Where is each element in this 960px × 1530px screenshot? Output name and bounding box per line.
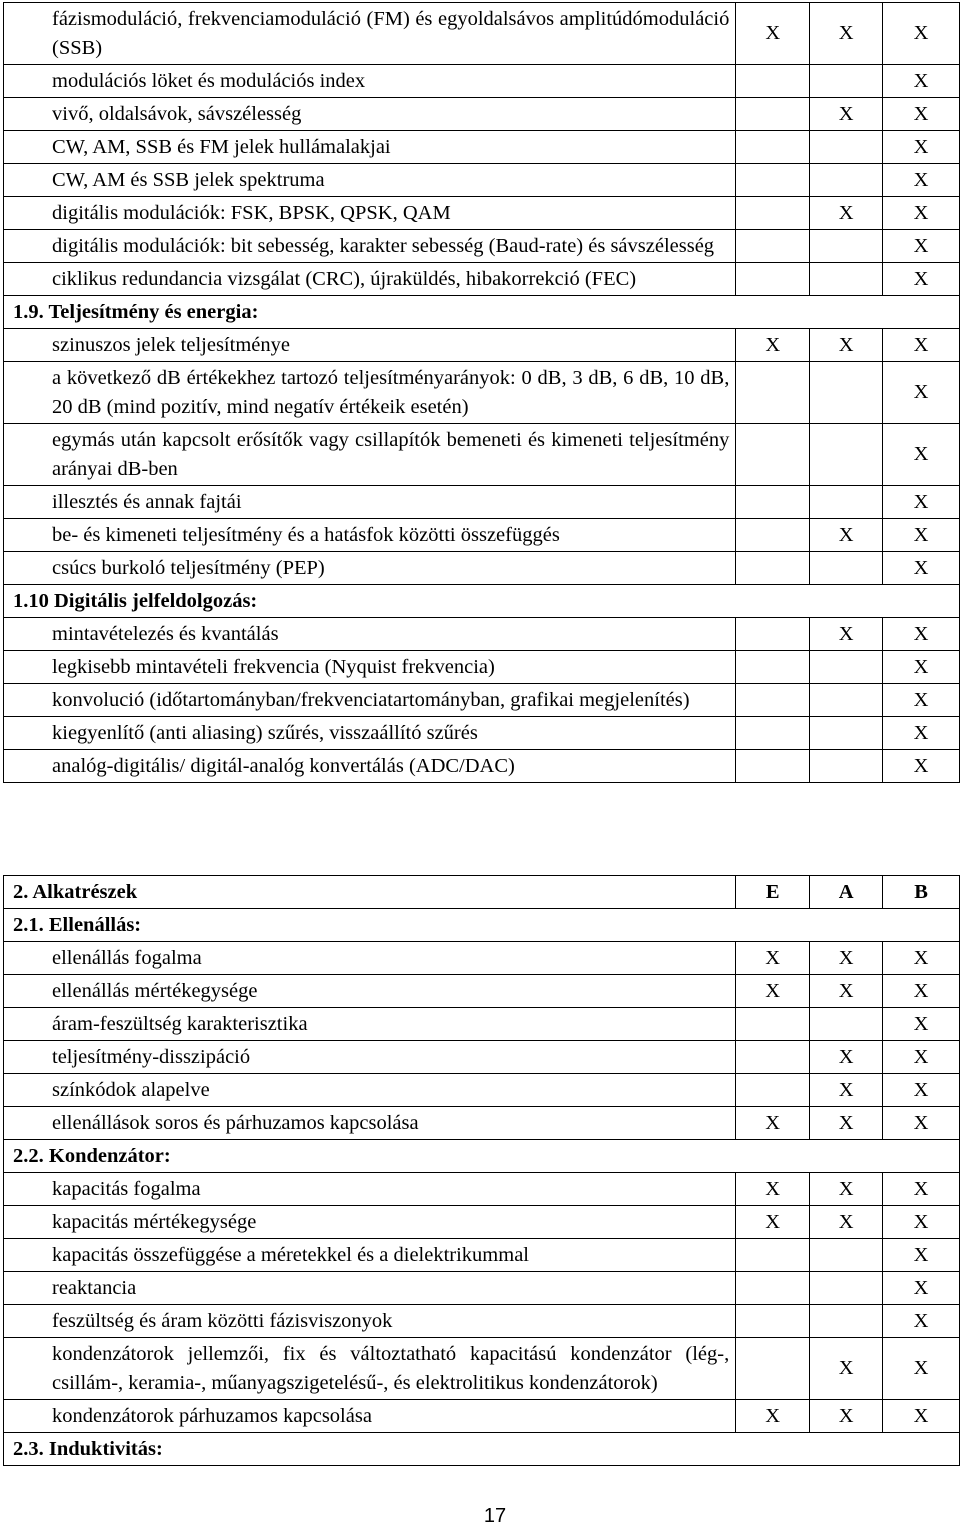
topic-text: konvolució (időtartományban/frekvenciatartományban, grafikai megjelenítés) [4, 684, 736, 717]
level-b-mark: X [883, 1400, 960, 1433]
level-e-mark [736, 197, 810, 230]
level-b-mark: X [883, 1338, 960, 1400]
level-e-mark [736, 1338, 810, 1400]
level-a-mark [810, 1272, 883, 1305]
table-row [4, 1008, 960, 1041]
table-row [4, 1272, 960, 1305]
section-heading-row [4, 909, 960, 942]
level-b-mark: X [883, 230, 960, 263]
topic-text: feszültség és áram közötti fázisviszonyok [4, 1305, 736, 1338]
table-row [4, 750, 960, 783]
level-b-mark: X [883, 1239, 960, 1272]
level-a-mark [810, 1305, 883, 1338]
level-a-mark: X [810, 1400, 883, 1433]
level-a-mark [810, 1008, 883, 1041]
level-e-mark [736, 1305, 810, 1338]
level-a-mark: X [810, 1338, 883, 1400]
section-heading: 2.2. Kondenzátor: [4, 1140, 960, 1173]
section-heading: 1.9. Teljesítmény és energia: [4, 296, 960, 329]
column-header-e: E [736, 876, 810, 909]
level-a-mark: X [810, 329, 883, 362]
level-b-mark: X [883, 98, 960, 131]
topic-text: ciklikus redundancia vizsgálat (CRC), újraküldés, hibakorrekció (FEC) [4, 263, 736, 296]
topic-text: CW, AM, SSB és FM jelek hullámalakjai [4, 131, 736, 164]
level-b-mark: X [883, 1272, 960, 1305]
table-row [4, 651, 960, 684]
level-b-mark: X [883, 1305, 960, 1338]
topic-text: digitális modulációk: FSK, BPSK, QPSK, QAM [4, 197, 736, 230]
column-header-b: B [883, 876, 960, 909]
level-b-mark: X [883, 717, 960, 750]
table-row [4, 975, 960, 1008]
level-a-mark: X [810, 3, 883, 65]
topic-text: teljesítmény-disszipáció [4, 1041, 736, 1074]
level-b-mark: X [883, 1041, 960, 1074]
level-e-mark [736, 618, 810, 651]
table-row [4, 1400, 960, 1433]
level-b-mark: X [883, 684, 960, 717]
level-b-mark: X [883, 486, 960, 519]
level-e-mark [736, 362, 810, 424]
level-a-mark [810, 164, 883, 197]
table-row [4, 3, 960, 65]
level-e-mark [736, 1272, 810, 1305]
topic-text: kondenzátorok jellemzői, fix és változtatható kapacitású kondenzátor (lég-, csillám-, keramia-, műanyagszigetelésű-, és elektrolitikus kondenzátorok) [4, 1338, 736, 1400]
level-a-mark [810, 1239, 883, 1272]
topic-text: vivő, oldalsávok, sávszélesség [4, 98, 736, 131]
table-row [4, 362, 960, 424]
level-a-mark: X [810, 1074, 883, 1107]
table-row [4, 486, 960, 519]
table-row [4, 942, 960, 975]
table-row [4, 98, 960, 131]
level-b-mark: X [883, 651, 960, 684]
topic-text: be- és kimeneti teljesítmény és a hatásfok közötti összefüggés [4, 519, 736, 552]
level-a-mark [810, 362, 883, 424]
table-row [4, 1338, 960, 1400]
level-b-mark: X [883, 329, 960, 362]
section-title: 2. Alkatrészek [4, 876, 736, 909]
table-row [4, 197, 960, 230]
table-row [4, 1074, 960, 1107]
level-e-mark [736, 131, 810, 164]
level-a-mark: X [810, 197, 883, 230]
requirements-table-2 [3, 875, 960, 1466]
requirements-table-1 [3, 2, 960, 783]
level-b-mark: X [883, 65, 960, 98]
topic-text: színkódok alapelve [4, 1074, 736, 1107]
table-row [4, 1305, 960, 1338]
level-a-mark [810, 552, 883, 585]
level-e-mark: X [736, 975, 810, 1008]
level-e-mark: X [736, 1206, 810, 1239]
table-row [4, 1206, 960, 1239]
topic-text: szinuszos jelek teljesítménye [4, 329, 736, 362]
level-a-mark: X [810, 1041, 883, 1074]
level-a-mark [810, 684, 883, 717]
topic-text: áram-feszültség karakterisztika [4, 1008, 736, 1041]
table-row [4, 1041, 960, 1074]
level-b-mark: X [883, 1074, 960, 1107]
level-e-mark [736, 486, 810, 519]
level-e-mark [736, 65, 810, 98]
level-b-mark: X [883, 1008, 960, 1041]
level-e-mark: X [736, 329, 810, 362]
level-a-mark [810, 131, 883, 164]
topic-text: reaktancia [4, 1272, 736, 1305]
topic-text: kapacitás mértékegysége [4, 1206, 736, 1239]
table-row [4, 519, 960, 552]
level-e-mark [736, 552, 810, 585]
topic-text: kapacitás fogalma [4, 1173, 736, 1206]
level-a-mark: X [810, 1173, 883, 1206]
level-e-mark [736, 98, 810, 131]
level-b-mark: X [883, 1206, 960, 1239]
level-e-mark [736, 1041, 810, 1074]
level-b-mark: X [883, 975, 960, 1008]
level-a-mark: X [810, 1107, 883, 1140]
level-b-mark: X [883, 362, 960, 424]
level-e-mark [736, 1074, 810, 1107]
topic-text: egymás után kapcsolt erősítők vagy csillapítók bemeneti és kimeneti teljesítmény arányai dB-ben [4, 424, 736, 486]
topic-text: fázismoduláció, frekvenciamoduláció (FM) és egyoldalsávos amplitúdómoduláció (SSB) [4, 3, 736, 65]
section-heading: 2.3. Induktivitás: [4, 1433, 960, 1466]
level-a-mark [810, 717, 883, 750]
topic-text: kapacitás összefüggése a méretekkel és a dielektrikummal [4, 1239, 736, 1272]
level-e-mark [736, 750, 810, 783]
level-e-mark [736, 684, 810, 717]
level-a-mark [810, 750, 883, 783]
level-b-mark: X [883, 131, 960, 164]
level-e-mark: X [736, 1400, 810, 1433]
level-a-mark [810, 424, 883, 486]
topic-text: csúcs burkoló teljesítmény (PEP) [4, 552, 736, 585]
level-e-mark [736, 651, 810, 684]
level-b-mark: X [883, 618, 960, 651]
level-e-mark [736, 519, 810, 552]
topic-text: modulációs löket és modulációs index [4, 65, 736, 98]
page-number: 17 [483, 1505, 507, 1527]
table-row [4, 329, 960, 362]
table-row [4, 424, 960, 486]
table-row [4, 131, 960, 164]
level-a-mark [810, 230, 883, 263]
level-a-mark: X [810, 942, 883, 975]
level-e-mark: X [736, 1173, 810, 1206]
topic-text: mintavételezés és kvantálás [4, 618, 736, 651]
topic-text: kiegyenlítő (anti aliasing) szűrés, visszaállító szűrés [4, 717, 736, 750]
level-a-mark: X [810, 519, 883, 552]
topic-text: ellenállás fogalma [4, 942, 736, 975]
topic-text: analóg-digitális/ digitál-analóg konvertálás (ADC/DAC) [4, 750, 736, 783]
level-a-mark [810, 263, 883, 296]
level-b-mark: X [883, 424, 960, 486]
topic-text: ellenállás mértékegysége [4, 975, 736, 1008]
level-a-mark [810, 651, 883, 684]
level-a-mark: X [810, 1206, 883, 1239]
table-header-row [4, 876, 960, 909]
column-header-a: A [810, 876, 883, 909]
section-heading-row [4, 585, 960, 618]
level-e-mark [736, 1239, 810, 1272]
table-row [4, 263, 960, 296]
level-e-mark: X [736, 942, 810, 975]
level-a-mark [810, 65, 883, 98]
topic-text: kondenzátorok párhuzamos kapcsolása [4, 1400, 736, 1433]
level-e-mark: X [736, 3, 810, 65]
table-row [4, 618, 960, 651]
level-b-mark: X [883, 197, 960, 230]
level-b-mark: X [883, 263, 960, 296]
level-e-mark: X [736, 1107, 810, 1140]
section-heading-row [4, 1433, 960, 1466]
level-b-mark: X [883, 942, 960, 975]
level-a-mark: X [810, 618, 883, 651]
level-a-mark: X [810, 975, 883, 1008]
table-row [4, 164, 960, 197]
level-b-mark: X [883, 1107, 960, 1140]
section-heading: 1.10 Digitális jelfeldolgozás: [4, 585, 960, 618]
level-b-mark: X [883, 552, 960, 585]
level-b-mark: X [883, 1173, 960, 1206]
level-e-mark [736, 717, 810, 750]
topic-text: digitális modulációk: bit sebesség, karakter sebesség (Baud-rate) és sávszélesség [4, 230, 736, 263]
table-row [4, 1239, 960, 1272]
level-e-mark [736, 164, 810, 197]
section-heading-row [4, 296, 960, 329]
level-b-mark: X [883, 750, 960, 783]
topic-text: legkisebb mintavételi frekvencia (Nyquist frekvencia) [4, 651, 736, 684]
table-row [4, 552, 960, 585]
table-row [4, 230, 960, 263]
table-row [4, 1173, 960, 1206]
section-heading-row [4, 1140, 960, 1173]
level-a-mark: X [810, 98, 883, 131]
level-e-mark [736, 1008, 810, 1041]
table-row [4, 1107, 960, 1140]
level-e-mark [736, 230, 810, 263]
level-e-mark [736, 424, 810, 486]
level-a-mark [810, 486, 883, 519]
table-row [4, 65, 960, 98]
topic-text: ellenállások soros és párhuzamos kapcsolása [4, 1107, 736, 1140]
level-b-mark: X [883, 519, 960, 552]
table-row [4, 717, 960, 750]
topic-text: illesztés és annak fajtái [4, 486, 736, 519]
level-b-mark: X [883, 3, 960, 65]
level-b-mark: X [883, 164, 960, 197]
section-heading: 2.1. Ellenállás: [4, 909, 960, 942]
table-row [4, 684, 960, 717]
topic-text: a következő dB értékekhez tartozó teljesítményarányok: 0 dB, 3 dB, 6 dB, 10 dB, 20 dB (mind pozitív, mind negatív értékeik esetén) [4, 362, 736, 424]
topic-text: CW, AM és SSB jelek spektruma [4, 164, 736, 197]
level-e-mark [736, 263, 810, 296]
